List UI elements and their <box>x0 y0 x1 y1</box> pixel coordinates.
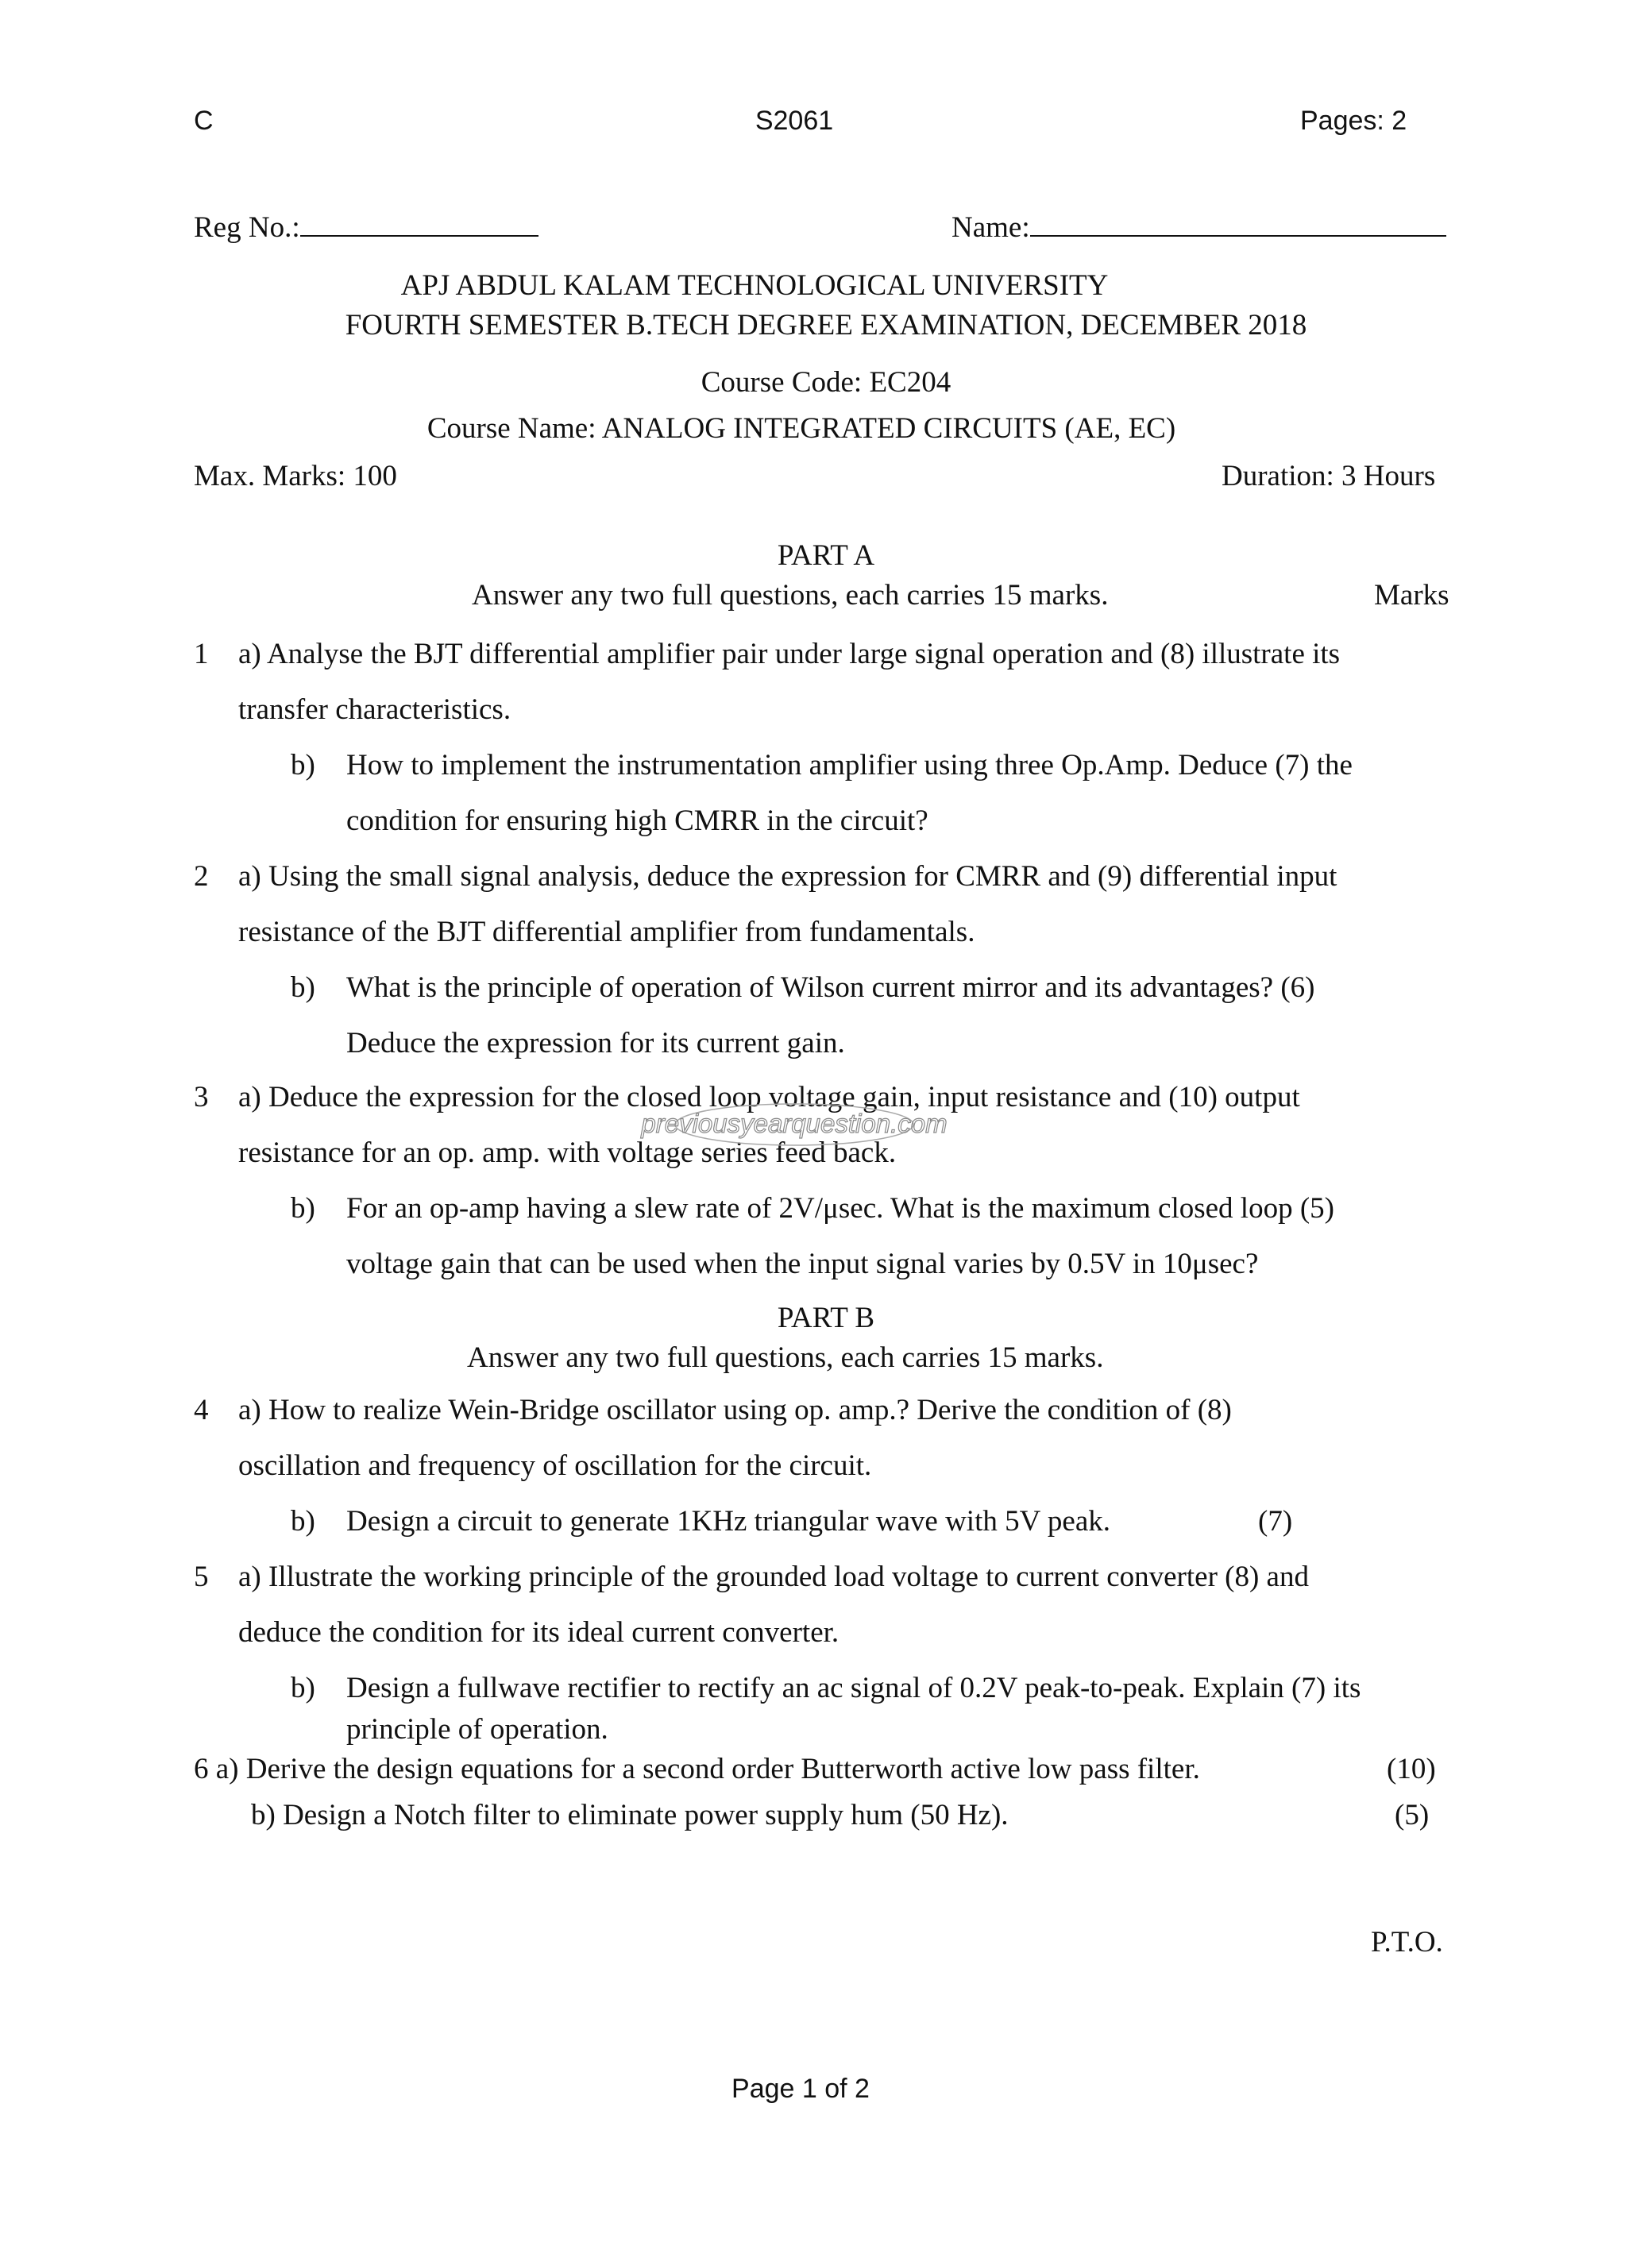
part-b-heading: PART B <box>777 1302 875 1334</box>
q3a-line1: a) Deduce the expression for the closed loop voltage gain, input resistance and (10) output <box>238 1081 1300 1113</box>
marks-column-label: Marks <box>1374 579 1449 612</box>
reg-no-field <box>194 208 538 245</box>
q6b-line: b) Design a Notch filter to eliminate power supply hum (50 Hz). <box>251 1799 1009 1831</box>
name-field <box>951 208 1446 245</box>
page-number: Page 1 of 2 <box>731 2074 870 2104</box>
q1b-line2: condition for ensuring high CMRR in the circuit? <box>346 805 928 837</box>
q2b-line2: Deduce the expression for its current gain. <box>346 1027 845 1059</box>
q3b-line1: For an op-amp having a slew rate of 2V/μsec. What is the maximum closed loop (5) <box>346 1192 1334 1225</box>
q1a-line1: a) Analyse the BJT differential amplifier pair under large signal operation and (8) illustrate its <box>238 638 1341 670</box>
q5b-line1: Design a fullwave rectifier to rectify an ac signal of 0.2V peak-to-peak. Explain (7) its <box>346 1672 1361 1704</box>
q3b-line2: voltage gain that can be used when the input signal varies by 0.5V in 10μsec? <box>346 1248 1259 1280</box>
q5a-line2: deduce the condition for its ideal current converter. <box>238 1616 840 1649</box>
q2b-label: b) <box>291 971 315 1004</box>
q4b-label: b) <box>291 1505 315 1538</box>
q5b-line2: principle of operation. <box>346 1713 608 1746</box>
max-marks: Max. Marks: 100 <box>194 460 397 492</box>
paper-id: S2061 <box>755 106 834 136</box>
question-number: 5 <box>194 1561 209 1593</box>
part-a-instruction: Answer any two full questions, each carries 15 marks. <box>472 579 1109 612</box>
exam-title: FOURTH SEMESTER B.TECH DEGREE EXAMINATION, DECEMBER 2018 <box>345 309 1307 342</box>
pto-marker: P.T.O. <box>1371 1926 1443 1958</box>
q1b-label: b) <box>291 749 315 781</box>
q1a-line2: transfer characteristics. <box>238 693 511 726</box>
q4b-line1: Design a circuit to generate 1KHz triangular wave with 5V peak. <box>346 1505 1110 1538</box>
q5b-label: b) <box>291 1672 315 1704</box>
part-a-heading: PART A <box>777 539 875 572</box>
q2a-line1: a) Using the small signal analysis, deduce the expression for CMRR and (9) differential input <box>238 860 1337 893</box>
q2b-line1: What is the principle of operation of Wilson current mirror and its advantages? (6) <box>346 971 1315 1004</box>
name-label: Name: <box>951 211 1030 244</box>
question-number: 2 <box>194 860 209 893</box>
q5a-line1: a) Illustrate the working principle of the grounded load voltage to current converter (8) and <box>238 1561 1309 1593</box>
q4a-line1: a) How to realize Wein-Bridge oscillator using op. amp.? Derive the condition of (8) <box>238 1394 1232 1426</box>
watermark-logo <box>641 1094 948 1150</box>
q6a-line: 6 a) Derive the design equations for a second order Butterworth active low pass filter. <box>194 1753 1200 1785</box>
watermark <box>641 1094 948 1150</box>
q6b-marks: (5) <box>1395 1799 1430 1831</box>
q1b-line1: How to implement the instrumentation amplifier using three Op.Amp. Deduce (7) the <box>346 749 1353 781</box>
q2a-line2: resistance of the BJT differential amplifier from fundamentals. <box>238 916 975 948</box>
reg-no-label: Reg No.: <box>194 211 300 244</box>
name-blank <box>1030 208 1446 237</box>
university-title: APJ ABDUL KALAM TECHNOLOGICAL UNIVERSITY <box>400 269 1109 302</box>
part-b-instruction: Answer any two full questions, each carries 15 marks. <box>467 1341 1104 1374</box>
question-number: 4 <box>194 1394 209 1426</box>
duration: Duration: 3 Hours <box>1222 460 1436 492</box>
q3b-label: b) <box>291 1192 315 1225</box>
question-number: 1 <box>194 638 209 670</box>
question-number: 3 <box>194 1081 209 1113</box>
q4a-line2: oscillation and frequency of oscillation for the circuit. <box>238 1449 872 1482</box>
course-name: Course Name: ANALOG INTEGRATED CIRCUITS (AE, EC) <box>427 412 1176 445</box>
page-count: Pages: 2 <box>1300 106 1407 136</box>
q4b-marks: (7) <box>1258 1505 1293 1538</box>
reg-no-blank <box>300 208 538 237</box>
q3a-line2: resistance for an op. amp. with voltage series feed back. <box>238 1137 897 1169</box>
course-code: Course Code: EC204 <box>701 366 951 399</box>
q6a-marks: (10) <box>1387 1753 1436 1785</box>
watermark-text: previousyearquestion.com <box>641 1109 948 1138</box>
paper-set-code: C <box>194 106 214 136</box>
